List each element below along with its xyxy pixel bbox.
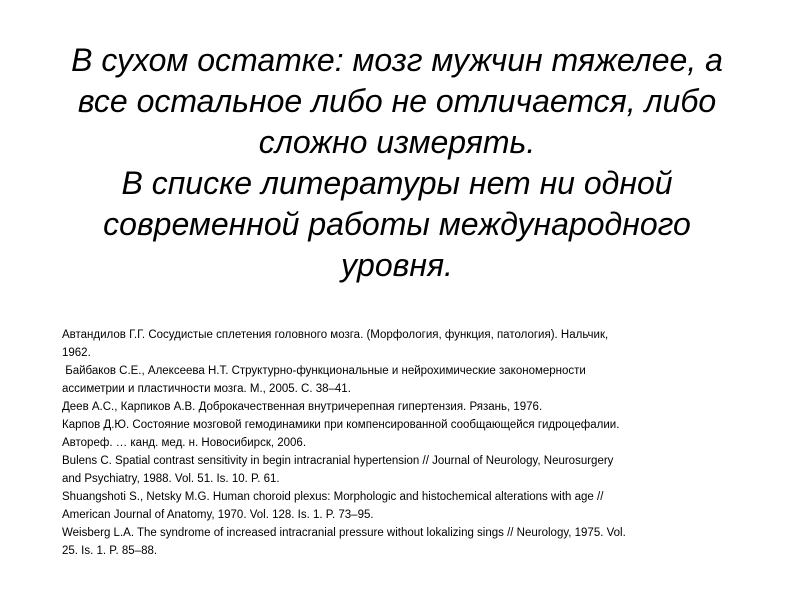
reference-line: Weisberg L.A. The syndrome of increased intracranial pressure without lokalizing sings // Neurology, 1975. Vol. xyxy=(62,527,626,539)
title-line: В списке литературы нет ни одной xyxy=(121,165,673,201)
reference-line: Shuangshoti S., Netsky M.G. Human choroid plexus: Morphologic and histochemical alterations with age // xyxy=(62,491,604,503)
title-line: уровня. xyxy=(341,247,453,283)
reference-line: 1962. xyxy=(62,347,91,359)
reference-line: ассиметрии и пластичности мозга. М., 2005. С. 38–41. xyxy=(62,383,351,395)
reference-line: 25. Is. 1. P. 85–88. xyxy=(62,545,158,557)
reference-line: Деев А.С., Карпиков А.В. Доброкачественная внутричерепная гипертензия. Рязань, 1976. xyxy=(62,401,543,413)
title-line: В сухом остатке: мозг мужчин тяжелее, а xyxy=(71,42,723,78)
reference-line: Bulens C. Spatial contrast sensitivity in begin intracranial hypertension // Journal of Neurology, Neurosurgery xyxy=(62,455,614,467)
reference-line: and Psychiatry, 1988. Vol. 51. Is. 10. P. 61. xyxy=(62,473,280,485)
reference-line: Автандилов Г.Г. Сосудистые сплетения головного мозга. (Морфология, функция, патология). Нальчик, xyxy=(62,329,609,341)
title-line: сложно измерять. xyxy=(258,124,536,160)
title-line: современной работы международного xyxy=(103,206,691,242)
reference-line: American Journal of Anatomy, 1970. Vol. 128. Is. 1. P. 73–95. xyxy=(62,509,374,521)
reference-line: Автореф. … канд. мед. н. Новосибирск, 2006. xyxy=(62,437,307,449)
reference-line: Карпов Д.Ю. Состояние мозговой гемодинамики при компенсированной сообщающейся гидроцефалии. xyxy=(62,419,620,431)
slide-title xyxy=(20,40,774,286)
reference-line: Байбаков С.Е., Алексеева Н.Т. Структурно-функциональные и нейрохимические закономерности xyxy=(62,365,586,377)
reference-list xyxy=(62,326,752,560)
title-line: все остальное либо не отличается, либо xyxy=(77,83,717,119)
